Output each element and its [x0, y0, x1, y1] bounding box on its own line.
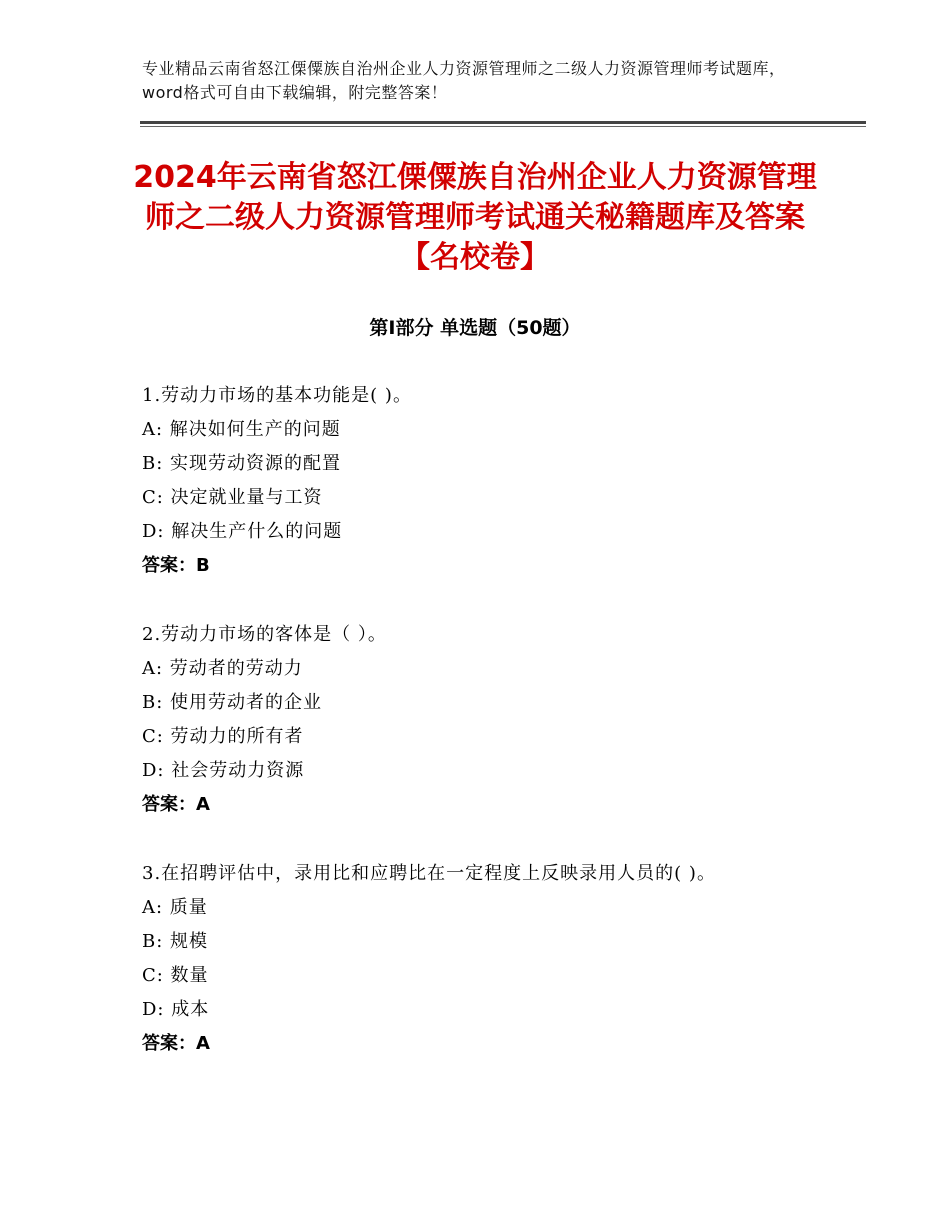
section-heading: 第Ⅰ部分 单选题（50题） [369, 317, 581, 339]
document-title: 2024年云南省怒江傈僳族自治州企业人力资源管理师之二级人力资源管理师考试通关秘籍题库及答案【名校卷】 [133, 160, 817, 275]
option-a: A: 质量 [142, 897, 208, 918]
option-d: D: 成本 [142, 999, 210, 1020]
option-d: D: 解决生产什么的问题 [142, 521, 343, 542]
answer: 答案：A [142, 794, 210, 815]
header-rule-thick [140, 121, 866, 124]
question-2 [142, 618, 842, 822]
question-3 [142, 857, 842, 1061]
option-d: D: 社会劳动力资源 [142, 760, 305, 781]
question-stem: 3.在招聘评估中，录用比和应聘比在一定程度上反映录用人员的( )。 [142, 863, 716, 884]
header-rule-thin [140, 126, 866, 127]
option-b: B: 规模 [142, 931, 209, 952]
option-a: A: 劳动者的劳动力 [142, 658, 303, 679]
option-c: C: 数量 [142, 965, 209, 986]
option-c: C: 劳动力的所有者 [142, 726, 304, 747]
question-stem: 1.劳动力市场的基本功能是( )。 [142, 385, 412, 406]
option-c: C: 决定就业量与工资 [142, 487, 323, 508]
option-b: B: 实现劳动资源的配置 [142, 453, 342, 474]
header-note: 专业精品云南省怒江傈僳族自治州企业人力资源管理师之二级人力资源管理师考试题库，word格式可自由下载编辑，附完整答案！ [142, 59, 786, 102]
option-b: B: 使用劳动者的企业 [142, 692, 323, 713]
answer: 答案：A [142, 1033, 210, 1054]
question-1 [142, 379, 842, 583]
option-a: A: 解决如何生产的问题 [142, 419, 341, 440]
answer: 答案：B [142, 555, 210, 576]
question-stem: 2.劳动力市场的客体是（ ）。 [142, 624, 387, 645]
